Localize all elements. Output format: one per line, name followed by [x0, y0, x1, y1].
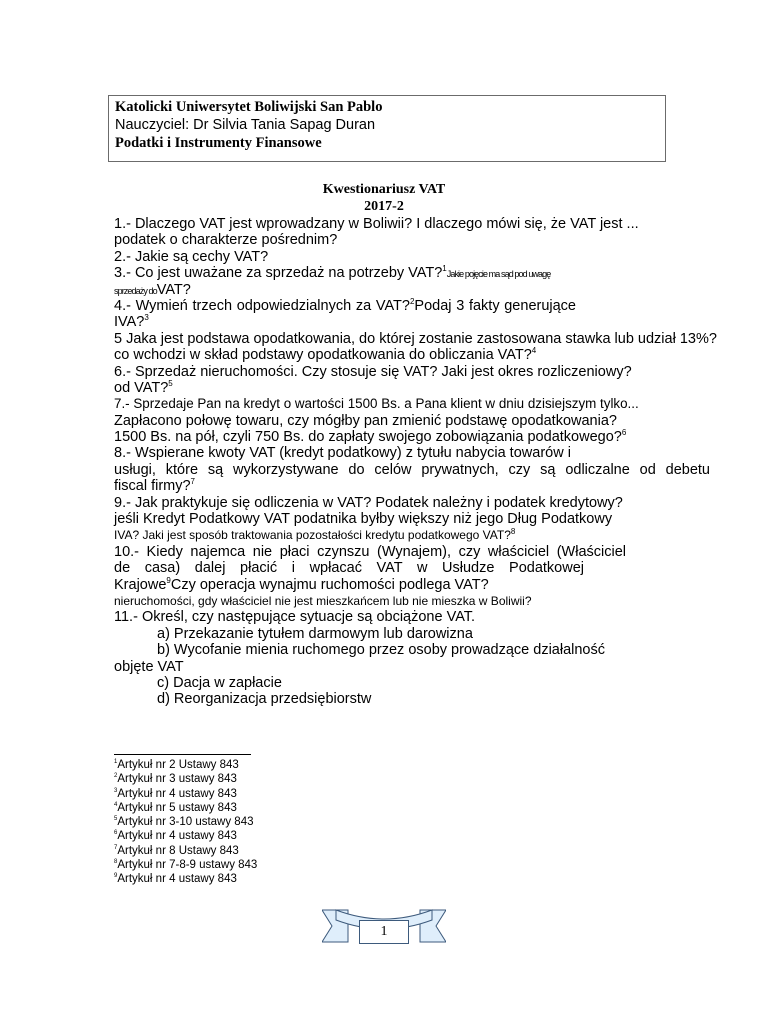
footnote-ref: 2: [409, 297, 415, 307]
option-d: d) Reorganizacja przedsiębiorstw: [157, 691, 372, 708]
footnote-ref: 4: [531, 346, 537, 356]
question-8: 8.- Wspierane kwoty VAT (kredyt podatkowy) z tytułu nabycia towarów i: [114, 445, 571, 462]
document-term: 2017-2: [364, 199, 404, 214]
question-6: 6.- Sprzedaż nieruchomości. Czy stosuje się VAT? Jaki jest okres rozliczeniowy?: [114, 363, 632, 380]
question-3: 3.- Co jest uważane za sprzedaż na potrzeby VAT?$^1$Jakie pojęcie ma sąd pod uwagę: [114, 264, 551, 282]
footnote: $^1$Artykuł nr 2 Ustawy 843: [114, 759, 239, 771]
footnote-ref: 8: [510, 527, 516, 537]
question-5-cont: co wchodzi w skład podstawy opodatkowania do obliczania VAT?$^4$: [114, 346, 537, 364]
question-5: 5 Jaka jest podstawa opodatkowania, do której zostanie zastosowana stawka lub udział 13%?: [114, 330, 717, 347]
footnote: $^5$Artykuł nr 3-10 ustawy 843: [114, 816, 254, 829]
university-name: Katolicki Uniwersytet Boliwijski San Pablo: [115, 99, 383, 115]
question-11: 11.- Określ, czy następujące sytuacje są obciążone VAT.: [114, 609, 476, 626]
question-1-cont: podatek o charakterze pośrednim?: [114, 232, 338, 249]
footnote: $^9$Artykuł nr 4 ustawy 843: [114, 873, 237, 886]
question-10-cont2: Krajowe$^9$Czy operacja wynajmu ruchomości podlega VAT?: [114, 575, 489, 593]
footnotes: [114, 758, 257, 887]
footnote: $^4$Artykuł nr 5 ustawy 843: [114, 801, 237, 814]
question-9-cont2: IVA? Jaki jest sposób traktowania pozostałości kredytu podatkowego VAT?$^8$: [114, 527, 516, 543]
footnote-ref: 3: [144, 313, 149, 323]
footnote-ref: 7: [190, 477, 195, 487]
option-a: a) Przekazanie tytułem darmowym lub darowizna: [157, 625, 473, 642]
footnote: $^8$Artykuł nr 7-8-9 ustawy 843: [114, 859, 258, 872]
question-2: 2.- Jakie są cechy VAT?: [114, 248, 269, 265]
footnote-ref: 1: [442, 264, 447, 274]
question-9: 9.- Jak praktykuje się odliczenia w VAT? Podatek należny i podatek kredytowy?: [114, 494, 623, 511]
document-title: Kwestionariusz VAT: [322, 182, 446, 197]
option-b-cont: objęte VAT: [114, 658, 184, 675]
question-7-cont: Zapłacono połowę towaru, czy mógłby pan zmienić podstawę opodatkowania?: [114, 412, 617, 429]
questionnaire-body: [114, 216, 717, 708]
question-3-note: Jakie pojęcie ma sąd pod uwagę: [446, 269, 551, 280]
footnote: $^7$Artykuł nr 8 Ustawy 843: [114, 844, 239, 857]
question-10-cont: de casa) dalej płacić i wpłacać VAT w Usłudze Podatkowej: [114, 560, 584, 577]
footnote: $^3$Artykuł nr 4 ustawy 843: [114, 787, 237, 800]
question-8-cont: usługi, które są wykorzystywane do celów prywatnych, czy są odliczalne od debetu: [114, 461, 710, 478]
question-7-cont2: 1500 Bs. na pół, czyli 750 Bs. do zapłaty swojego zobowiązania podatkowego?$^6$: [114, 428, 627, 446]
footnote-ref: 6: [621, 428, 627, 438]
option-c: c) Dacja w zapłacie: [157, 674, 282, 691]
footnote: $^6$Artykuł nr 4 ustawy 843: [114, 830, 237, 843]
option-b: b) Wycofanie mienia ruchomego przez osoby prowadzące działalność: [157, 642, 605, 659]
question-10: 10.- Kiedy najemca nie płaci czynszu (Wynajem), czy właściciel (Właściciel: [114, 543, 626, 560]
footnote: $^2$Artykuł nr 3 ustawy 843: [114, 773, 237, 786]
question-4-cont: IVA?$^3$: [114, 313, 149, 331]
teacher-name: Nauczyciel: Dr Silvia Tania Sapag Duran: [115, 117, 376, 133]
question-1: 1.- Dlaczego VAT jest wprowadzany w Boliwii? I dlaczego mówi się, że VAT jest ...: [114, 216, 639, 232]
question-10-cont3: nieruchomości, gdy właściciel nie jest mieszkańcem lub nie mieszka w Boliwii?: [114, 593, 532, 608]
page-number: 1: [359, 920, 409, 944]
footnote-ref: 5: [168, 379, 173, 389]
footnote-ref: 9: [166, 575, 171, 585]
course-name: Podatki i Instrumenty Finansowe: [115, 135, 322, 151]
header-box: [108, 95, 666, 162]
question-9-cont: jeśli Kredyt Podatkowy VAT podatnika byłby większy niż jego Dług Podatkowy: [114, 511, 613, 528]
footnote-separator: [114, 754, 251, 755]
question-6-cont: od VAT?$^5$: [114, 379, 173, 396]
question-8-cont2: fiscal firmy?$^7$: [114, 477, 195, 495]
question-7: 7.- Sprzedaje Pan na kredyt o wartości 1500 Bs. a Pana klient w dniu dzisiejszym tylko...: [114, 396, 639, 412]
question-3-cont: sprzedaży doVAT?: [114, 281, 191, 298]
question-4: 4.- Wymień trzech odpowiedzialnych za VAT?$^2$Podaj 3 fakty generujące: [114, 297, 576, 314]
